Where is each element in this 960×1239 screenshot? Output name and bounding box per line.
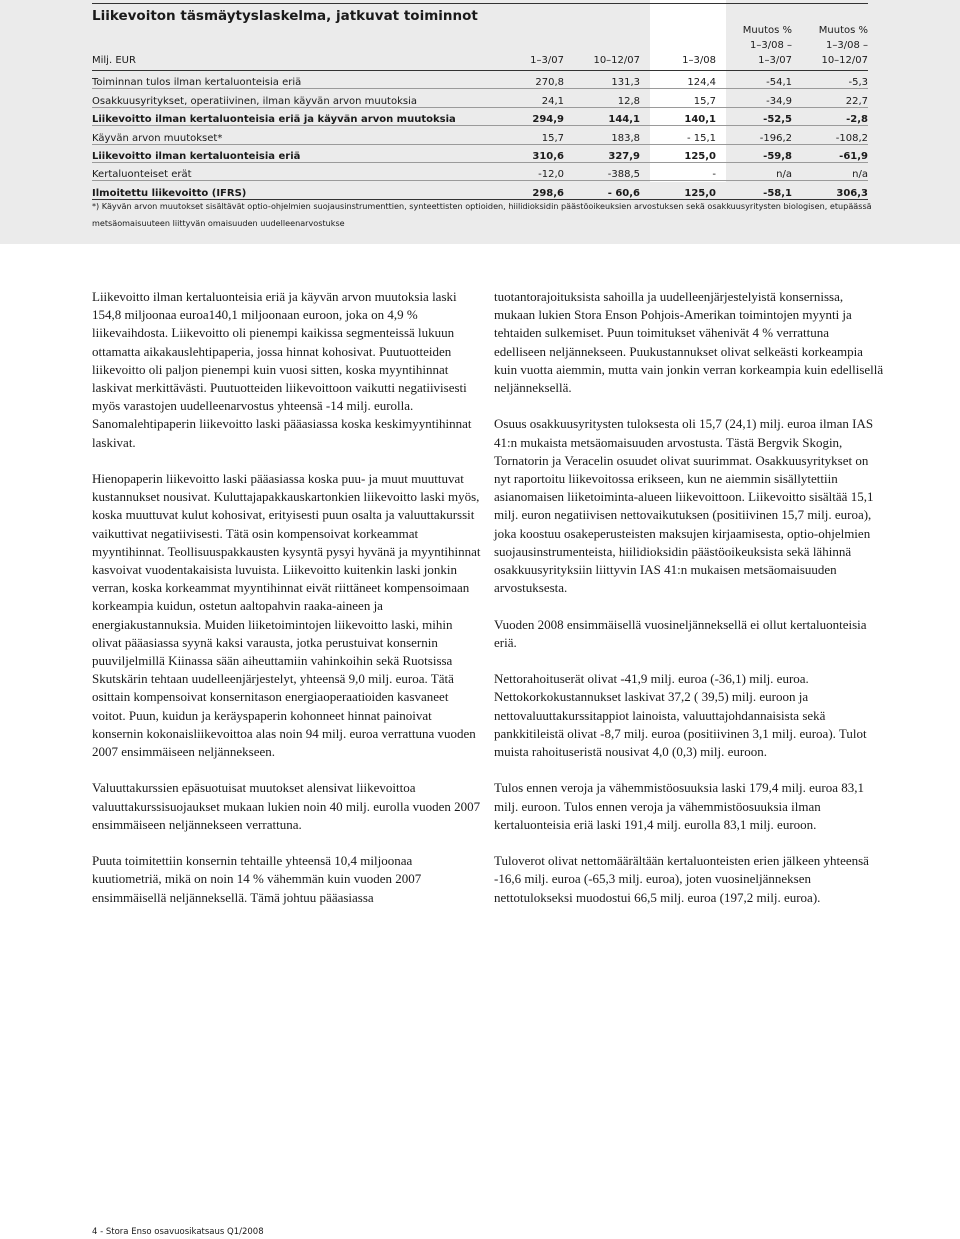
table-row [92,71,868,89]
cell: 124,4 [640,71,716,89]
cell: - 60,6 [564,181,640,199]
cell: -59,8 [716,144,792,162]
cell: 183,8 [564,126,640,144]
cell: 22,7 [792,89,868,107]
table-footnote: *) Käyvän arvon muutokset sisältävät optio-ohjelmien suojausinstrumenttien, synteettisten optioiden, hiilidioksidin päästöoikeuksien arvostuksen sekä osakkuusyritysten biologisen, etupäässä metsäomaisuuteen liittyvän omaisuuden uudelleenarvostukse [92,201,872,228]
table-header-row [92,16,868,71]
cell: -61,9 [792,144,868,162]
cell: -12,0 [488,162,564,180]
row-label: Käyvän arvon muutokset* [92,126,488,144]
paragraph: Liikevoitto ilman kertaluonteisia eriä ja käyvän arvon muutoksia laski 154,8 miljoonaa euroa140,1 miljoonaan euroon, joka on 4,9 % liikevaihdosta. Liikevoitto oli pienempi kaikissa segmenteissä lukuun ottamatta aikakauslehtipaperia, jossa hinnat kohosivat. Puutuotteiden liikevoitto oli paljon pienempi kuin vuosi sitten, koska myyntihinnat laskivat merkittävästi. Puutuotteiden liikevoittoon vaikutti negatiivisesti myös varastojen uudelleenarvostus yhteensä -14 milj. eurolla. Sanomalehtipaperin liikevoitto laski pääasiassa koska keskimyyntihinnat laskivat. [92,289,472,450]
cell: 310,6 [488,144,564,162]
cell: - 15,1 [640,126,716,144]
table-row [92,181,868,199]
cell: -196,2 [716,126,792,144]
col-header: 1–3/08 [640,16,716,71]
col-header: 10–12/07 [564,16,640,71]
paragraph: Vuoden 2008 ensimmäisellä vuosineljänneksellä ei ollut kertaluonteisia eriä. [494,616,867,650]
cell: -5,3 [792,71,868,89]
cell: -54,1 [716,71,792,89]
row-label: Osakkuusyritykset, operatiivinen, ilman käyvän arvon muutoksia [92,89,488,107]
cell: n/a [716,162,792,180]
paragraph: Osuus osakkuusyritysten tuloksesta oli 15,7 (24,1) milj. euroa ilman IAS 41:n mukaista metsäomaisuuden arvostusta. Tästä Bergvik Skogin, Tornatorin ja Veracelin osuudet olivat suurimmat. Osakkuusyritykset on nyt raportoitu liikevoitossa erikseen, kun ne aiemmin sisällytettiin asianomaisen liiketoiminta-alueen liikevoittoon. Liikevoitto sisältää 15,1 milj. euron negatiivisen nettovaikutuksen (positiivinen 15,7 milj. euroa), joka koostuu osakeperusteisten maksujen kirjaamisesta, optio-ohjelmien suojausinstrumenteista, hiilidioksidin päästöoikeuksista sekä lähinnä osakkuusyrityksiin liittyvin IAS 41:n mukaisen metsäomaisuuden arvostuksesta. [494,416,874,596]
row-label: Ilmoitettu liikevoitto (IFRS) [92,181,488,199]
cell: 125,0 [640,181,716,199]
table-row [92,144,868,162]
cell: - [640,162,716,180]
table-top-rule [92,3,868,4]
left-text-column [92,288,482,925]
cell: -58,1 [716,181,792,199]
paragraph: Hienopaperin liikevoitto laski pääasiassa koska puu- ja muut muuttuvat kustannukset nousivat. Kuluttajapakkauskartonkien liikevoitto laski myös, koska muuttuvat kulut kohosivat, erityisesti puun osalta ja valuuttakurssit vaikuttivat negatiivisesti. Tätä osin kompensoivat korkeammat myyntihinnat. Teollisuuspakkausten kysyntä pysyi hyvänä ja myyntihinnat kasvoivat vuodentakaisista luvuista. Liikevoitto kuitenkin laski jonkin verran, koska korkeammat myyntihinnat eivät riittäneet kompensoimaan korkeampia kuidun, ostetun aaltopahvin raaka-aineen ja energiakustannuksia. Muiden liiketoimintojen liikevoitto laski, mihin olivat pääasiassa syynä kaksi varausta, jotka perustuivat konsernin puuviljelmillä Kiinassa sään aiheuttamiin vahinkoihin sekä Ruotsissa Skutskärin tehtaan uudelleenjärjestelyt, yhteensä 9,0 milj. euroa. Tätä osittain kompensoivat konsernitason energiaoperaatioiden kasvaneet voitot. Puun, kuidun ja keräyspaperin kohonneet hinnat painoivat konsernin kokonaisliikevoittoa alas noin 94 milj. euroa verrattuna vuoden 2007 ensimmäiseen neljännekseen. [92,471,481,760]
row-label: Toiminnan tulos ilman kertaluonteisia eriä [92,71,488,89]
col-header: 1–3/07 [488,16,564,71]
table-row [92,126,868,144]
row-label: Liikevoitto ilman kertaluonteisia eriä ja käyvän arvon muutoksia [92,107,488,125]
paragraph: tuotantorajoituksista sahoilla ja uudelleenjärjestelyistä konsernissa, mukaan lukien Stora Enson Pohjois-Amerikan toimintojen myynti ja tehtaiden sulkemiset. Puun toimitukset vähenivät 4 % verrattuna edelliseen neljännekseen. Puukustannukset olivat selkeästi korkeampia kuin vuotta aiemmin, mutta vain jonkin verran korkeampia kuin edellisellä neljänneksellä. [494,289,884,396]
cell: n/a [792,162,868,180]
cell: 327,9 [564,144,640,162]
paragraph: Tulos ennen veroja ja vähemmistöosuuksia laski 179,4 milj. euroa 83,1 milj. euroon. Tulos ennen veroja ja vähemmistöosuuksia ilman kertaluonteisia eriä laski 191,4 milj. eurolla 83,1 milj. euroon. [494,780,864,832]
cell: -108,2 [792,126,868,144]
cell: 24,1 [488,89,564,107]
right-text-column [494,288,884,925]
cell: 15,7 [640,89,716,107]
cell: -34,9 [716,89,792,107]
cell: 125,0 [640,144,716,162]
cell: 270,8 [488,71,564,89]
col-header: Muutos % 1–3/08 – 10–12/07 [792,16,868,71]
table-row [92,162,868,180]
table-row [92,89,868,107]
reconciliation-panel [0,0,960,244]
cell: 140,1 [640,107,716,125]
cell: 12,8 [564,89,640,107]
unit-label: Milj. EUR [92,16,488,71]
page-footer: 4 - Stora Enso osavuosikatsaus Q1/2008 [92,1227,264,1237]
cell: 15,7 [488,126,564,144]
table-title: Liikevoiton täsmäytyslaskelma, jatkuvat toiminnot [92,8,478,24]
cell: 131,3 [564,71,640,89]
paragraph: Tuloverot olivat nettomäärältään kertaluonteisten erien jälkeen yhteensä -16,6 milj. euroa (-65,3 milj. euroa), joten vuosineljänneksen nettotulokseksi muodostui 66,5 milj. euroa (197,2 milj. euroa). [494,853,869,905]
col-header: Muutos % 1–3/08 – 1–3/07 [716,16,792,71]
cell: -388,5 [564,162,640,180]
cell: 298,6 [488,181,564,199]
cell: -2,8 [792,107,868,125]
cell: -52,5 [716,107,792,125]
cell: 144,1 [564,107,640,125]
table-row [92,107,868,125]
reconciliation-table [92,16,868,200]
paragraph: Nettorahoituserät olivat -41,9 milj. euroa (-36,1) milj. euroa. Nettokorkokustannukset laskivat 37,2 ( 39,5) milj. euroon ja nettovaluuttakurssitappiot lainoista, valuuttajohdannaisista sekä pankkitileistä olivat -8,7 milj. euroa (positiivinen 3,1 milj. euroa). Tulot muista rahoituseristä nousivat 4,0 (0,3) milj. euroon. [494,671,867,760]
cell: 306,3 [792,181,868,199]
cell: 294,9 [488,107,564,125]
row-label: Liikevoitto ilman kertaluonteisia eriä [92,144,488,162]
paragraph: Puuta toimitettiin konsernin tehtaille yhteensä 10,4 miljoonaa kuutiometriä, mikä on noin 14 % vähemmän kuin vuoden 2007 ensimmäisellä neljänneksellä. Tämä johtuu pääasiassa [92,853,422,905]
paragraph: Valuuttakurssien epäsuotuisat muutokset alensivat liikevoittoa valuuttakurssisuojaukset mukaan lukien noin 40 milj. eurolla vuoden 2007 ensimmäiseen neljännekseen verrattuna. [92,780,481,832]
row-label: Kertaluonteiset erät [92,162,488,180]
